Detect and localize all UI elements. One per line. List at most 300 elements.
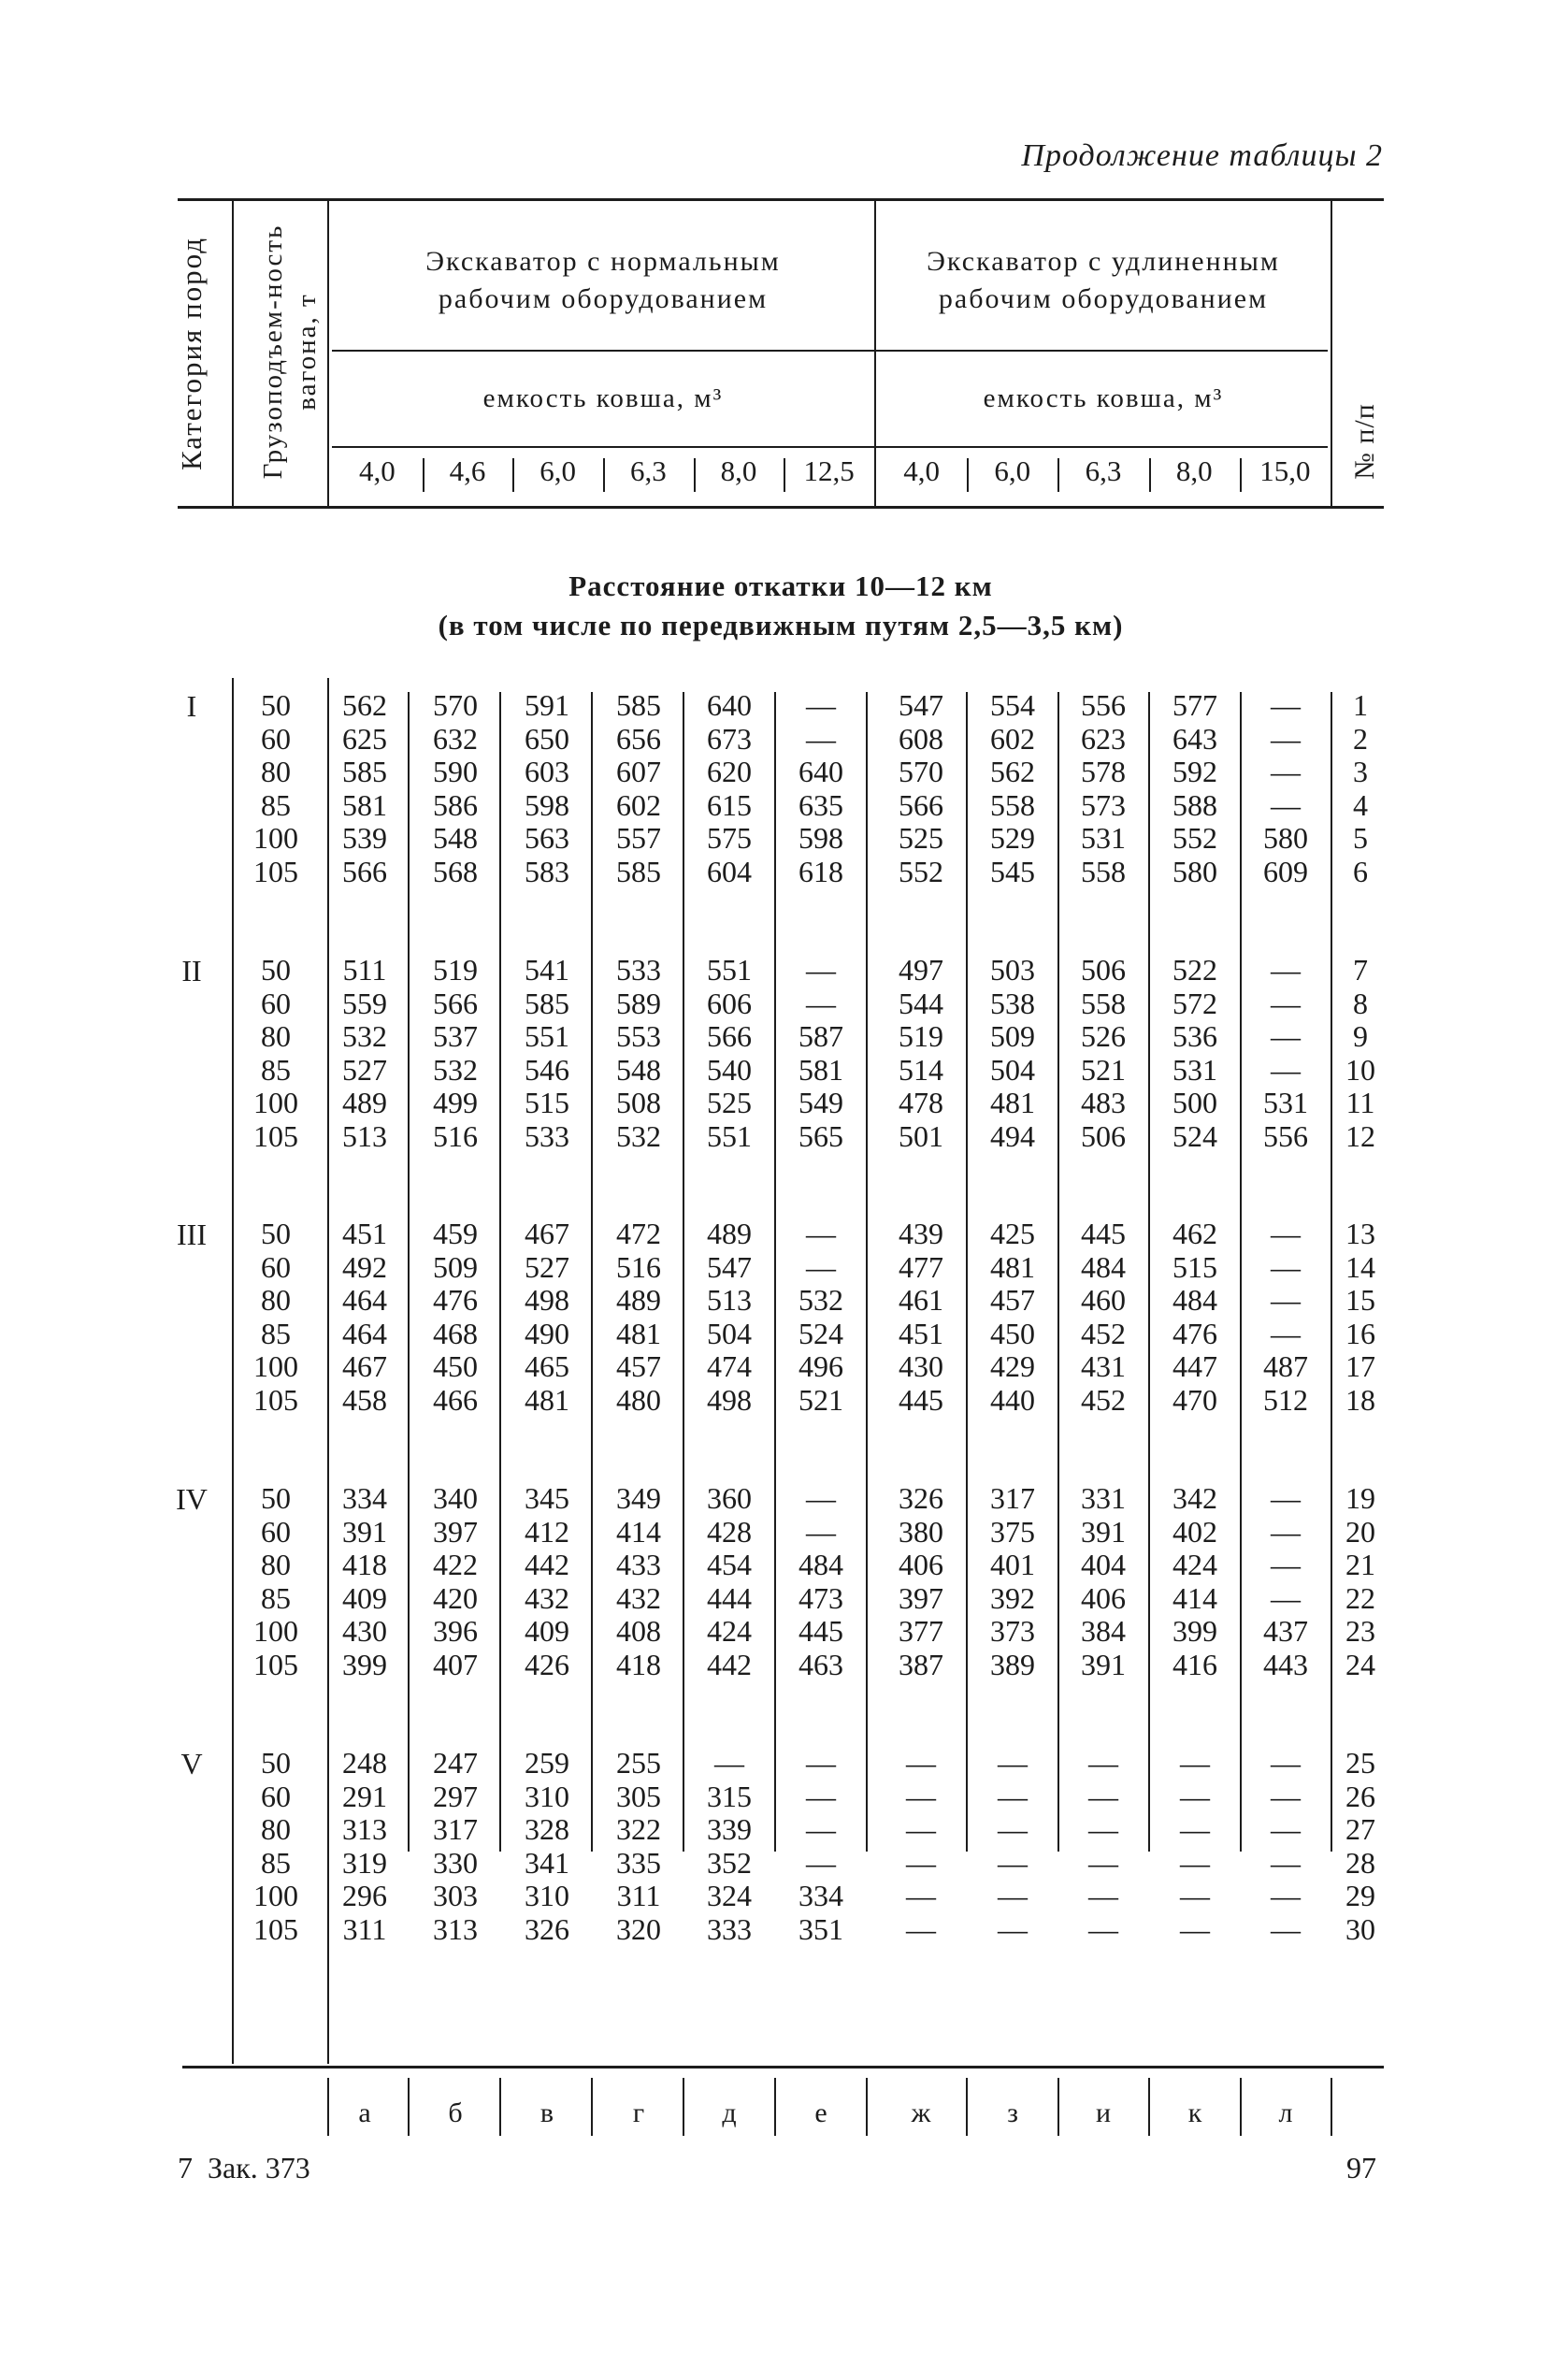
value-column: [508, 954, 586, 1153]
table-cell: 303: [433, 1879, 478, 1912]
value-column: [1064, 954, 1143, 1153]
capacity-column: [238, 689, 313, 888]
table-cell: 592: [1172, 755, 1217, 788]
value-column: [325, 1482, 404, 1681]
table-cell: 625: [342, 721, 387, 756]
bucket-size-normal-separator: [423, 458, 424, 492]
table-cell: —: [806, 1845, 836, 1880]
bucket-size-extended-5: 15,0: [1259, 454, 1311, 487]
table-cell: 496: [798, 1349, 843, 1383]
table-cell: 563: [525, 821, 569, 855]
table-cell: 23: [1345, 1614, 1375, 1648]
table-cell: 515: [1172, 1249, 1217, 1284]
table-cell: 551: [707, 953, 752, 987]
table-cell: 310: [525, 1879, 569, 1912]
table-cell: 551: [707, 1118, 752, 1153]
table-cell: 387: [899, 1647, 943, 1681]
table-cell: 259: [525, 1746, 569, 1780]
table-cell: 590: [433, 755, 478, 788]
table-cell: 432: [616, 1580, 661, 1615]
table-cell: —: [1271, 1779, 1301, 1813]
header-group-extended-line1: Экскаватор с удлиненным: [927, 246, 1280, 277]
table-cell: 489: [616, 1283, 661, 1317]
table-cell: 334: [798, 1879, 843, 1912]
table-cell: 525: [899, 821, 943, 855]
table-cell: 506: [1081, 953, 1126, 987]
column-letter: к: [1187, 2097, 1202, 2128]
table-cell: 539: [342, 821, 387, 855]
table-cell: 409: [525, 1614, 569, 1648]
table-cell: —: [1271, 1217, 1301, 1250]
table-cell: 511: [342, 953, 387, 987]
header-number-label: № п/п: [1349, 403, 1380, 480]
table-cell: 467: [525, 1217, 569, 1250]
table-cell: 439: [899, 1217, 943, 1250]
table-cell: 377: [899, 1614, 943, 1648]
table-cell: 428: [707, 1514, 752, 1549]
table-cell: 588: [1172, 787, 1217, 822]
table-cell: 489: [342, 1086, 387, 1119]
table-cell: 547: [899, 688, 943, 722]
value-column: [973, 689, 1052, 888]
table-cell: —: [1271, 953, 1301, 987]
table-cell: 552: [899, 854, 943, 888]
capacity-column: [238, 1747, 313, 1946]
column-letter: д: [722, 2097, 737, 2128]
table-cell: 602: [990, 721, 1035, 756]
table-cell: 480: [616, 1382, 661, 1417]
footer-page-number: 97: [1346, 2151, 1376, 2184]
letter-divider: [1057, 2078, 1059, 2136]
table-cell: 105: [253, 1118, 298, 1153]
table-cell: —: [1271, 1746, 1301, 1780]
category-label: I: [186, 689, 197, 723]
table-cell: 589: [616, 986, 661, 1020]
table-cell: —: [1271, 721, 1301, 756]
table-cell: 330: [433, 1845, 478, 1880]
table-cell: 577: [1172, 688, 1217, 722]
table-cell: —: [998, 1845, 1028, 1880]
table-cell: 450: [990, 1316, 1035, 1350]
table-cell: 512: [1263, 1382, 1308, 1417]
table-cell: 508: [616, 1086, 661, 1119]
table-cell: 466: [433, 1382, 478, 1417]
table-cell: 487: [1263, 1349, 1308, 1383]
table-cell: 291: [342, 1779, 387, 1813]
table-cell: 509: [990, 1019, 1035, 1053]
table-cell: 541: [525, 953, 569, 987]
table-cell: —: [1088, 1812, 1118, 1846]
table-cell: 437: [1263, 1614, 1308, 1648]
table-cell: 340: [433, 1481, 478, 1515]
header-bottom-rule: [178, 506, 1384, 509]
header-group-rule: [332, 350, 1328, 352]
table-cell: —: [1088, 1746, 1118, 1780]
table-cell: —: [1271, 1019, 1301, 1053]
table-cell: 430: [899, 1349, 943, 1383]
body-divider-col-4: [683, 692, 684, 1852]
table-cell: 5: [1353, 821, 1368, 855]
table-cell: 60: [261, 721, 291, 756]
table-cell: 552: [1172, 821, 1217, 855]
table-cell: 326: [899, 1481, 943, 1515]
table-cell: —: [906, 1779, 936, 1813]
letter-divider: [327, 2078, 329, 2136]
header-size-rule: [332, 446, 1328, 448]
table-cell: 623: [1081, 721, 1126, 756]
table-cell: 562: [990, 755, 1035, 788]
header-top-rule: [178, 198, 1384, 201]
value-column: [508, 689, 586, 888]
table-cell: 529: [990, 821, 1035, 855]
table-cell: 401: [990, 1548, 1035, 1581]
table-cell: —: [1271, 1548, 1301, 1581]
table-cell: —: [1180, 1845, 1210, 1880]
table-cell: 640: [798, 755, 843, 788]
table-cell: 402: [1172, 1514, 1217, 1549]
table-cell: 548: [616, 1052, 661, 1087]
table-cell: 598: [798, 821, 843, 855]
table-cell: 418: [616, 1647, 661, 1681]
table-cell: 504: [990, 1052, 1035, 1087]
table-cell: 547: [707, 1249, 752, 1284]
table-cell: 375: [990, 1514, 1035, 1549]
value-column: [690, 954, 769, 1153]
value-column: [973, 1218, 1052, 1417]
table-cell: 478: [899, 1086, 943, 1119]
table-cell: 558: [990, 787, 1035, 822]
table-cell: 504: [707, 1316, 752, 1350]
value-column: [325, 1218, 404, 1417]
table-cell: 514: [899, 1052, 943, 1087]
value-column: [1064, 1218, 1143, 1417]
row-number-column: [1337, 954, 1384, 1153]
table-cell: 328: [525, 1812, 569, 1846]
table-cell: 248: [342, 1746, 387, 1780]
table-cell: 513: [342, 1118, 387, 1153]
table-cell: 673: [707, 721, 752, 756]
table-cell: 305: [616, 1779, 661, 1813]
table-cell: 331: [1081, 1481, 1126, 1515]
table-cell: 489: [707, 1217, 752, 1250]
table-cell: 490: [525, 1316, 569, 1350]
table-cell: 26: [1345, 1779, 1375, 1813]
table-cell: 50: [261, 1746, 291, 1780]
table-cell: 538: [990, 986, 1035, 1020]
table-cell: —: [1271, 1879, 1301, 1912]
table-cell: —: [906, 1845, 936, 1880]
table-cell: 566: [433, 986, 478, 1020]
section-title: [281, 567, 1281, 645]
capacity-column: [238, 1218, 313, 1417]
letter-divider: [408, 2078, 410, 2136]
table-cell: 516: [433, 1118, 478, 1153]
table-cell: 396: [433, 1614, 478, 1648]
table-cell: —: [1180, 1911, 1210, 1946]
table-cell: 554: [990, 688, 1035, 722]
category-label: IV: [176, 1482, 208, 1516]
table-cell: 105: [253, 1911, 298, 1946]
table-cell: 598: [525, 787, 569, 822]
bucket-caption-extended: емкость ковша, м³: [983, 383, 1224, 413]
table-cell: 565: [798, 1118, 843, 1153]
table-cell: 349: [616, 1481, 661, 1515]
table-cell: 602: [616, 787, 661, 822]
table-cell: 4: [1353, 787, 1368, 822]
table-cell: —: [1271, 1249, 1301, 1284]
table-cell: 585: [616, 854, 661, 888]
table-cell: 526: [1081, 1019, 1126, 1053]
table-cell: 425: [990, 1217, 1035, 1250]
table-cell: 500: [1172, 1086, 1217, 1119]
table-cell: 3: [1353, 755, 1368, 788]
table-cell: 509: [433, 1249, 478, 1284]
column-letter: з: [1007, 2097, 1018, 2128]
table-cell: 422: [433, 1548, 478, 1581]
table-cell: —: [1271, 1481, 1301, 1515]
table-cell: 80: [261, 1019, 291, 1053]
table-cell: 420: [433, 1580, 478, 1615]
table-cell: —: [998, 1812, 1028, 1846]
table-cell: 105: [253, 854, 298, 888]
table-cell: 445: [1081, 1217, 1126, 1250]
column-letter: а: [358, 2097, 371, 2128]
table-cell: 6: [1353, 854, 1368, 888]
table-cell: —: [998, 1746, 1028, 1780]
column-letter: ж: [911, 2097, 931, 2128]
value-column: [690, 1747, 769, 1946]
table-cell: 17: [1345, 1349, 1375, 1383]
table-cell: —: [1271, 1514, 1301, 1549]
row-number-column: [1337, 1482, 1384, 1681]
header-divider-1: [232, 200, 234, 506]
table-cell: 15: [1345, 1283, 1375, 1317]
value-column: [973, 1482, 1052, 1681]
bucket-size-normal-1: 4,0: [358, 454, 396, 487]
table-cell: 397: [899, 1580, 943, 1615]
table-cell: 352: [707, 1845, 752, 1880]
capacity-column: [238, 954, 313, 1153]
table-cell: 608: [899, 721, 943, 756]
table-cell: 442: [707, 1647, 752, 1681]
letter-divider: [591, 2078, 593, 2136]
table-cell: 585: [342, 755, 387, 788]
table-cell: 587: [798, 1019, 843, 1053]
table-cell: 430: [342, 1614, 387, 1648]
table-cell: 333: [707, 1911, 752, 1946]
body-divider-col-7: [966, 692, 968, 1852]
table-cell: 533: [525, 1118, 569, 1153]
table-cell: 406: [1081, 1580, 1126, 1615]
table-cell: 85: [261, 1845, 291, 1880]
table-cell: 501: [899, 1118, 943, 1153]
table-cell: 443: [1263, 1647, 1308, 1681]
table-cell: —: [1271, 1316, 1301, 1350]
table-cell: 320: [616, 1911, 661, 1946]
value-column: [1156, 1218, 1234, 1417]
bucket-size-normal-2: 4,6: [449, 454, 486, 487]
table-cell: 1: [1353, 688, 1368, 722]
table-cell: 548: [433, 821, 478, 855]
header-divider-2: [327, 200, 329, 506]
table-cell: —: [1180, 1779, 1210, 1813]
table-cell: 578: [1081, 755, 1126, 788]
table-cell: 80: [261, 1812, 291, 1846]
table-cell: 570: [899, 755, 943, 788]
table-cell: 620: [707, 755, 752, 788]
value-column: [1246, 1747, 1325, 1946]
table-cell: 503: [990, 953, 1035, 987]
table-cell: 105: [253, 1647, 298, 1681]
table-cell: 506: [1081, 1118, 1126, 1153]
letter-divider: [866, 2078, 868, 2136]
table-cell: 80: [261, 1283, 291, 1317]
value-column: [782, 689, 860, 888]
body-divider-col-9: [1148, 692, 1150, 1852]
table-cell: 399: [342, 1647, 387, 1681]
table-cell: 615: [707, 787, 752, 822]
table-cell: 2: [1353, 721, 1368, 756]
table-cell: 583: [525, 854, 569, 888]
table-cell: 313: [433, 1911, 478, 1946]
table-cell: 522: [1172, 953, 1217, 987]
table-cell: 399: [1172, 1614, 1217, 1648]
table-cell: 562: [342, 688, 387, 722]
table-cell: 460: [1081, 1283, 1126, 1317]
body-divider-col-10: [1240, 692, 1242, 1852]
table-cell: —: [1180, 1879, 1210, 1912]
table-cell: 640: [707, 688, 752, 722]
table-cell: —: [714, 1746, 744, 1780]
table-cell: 380: [899, 1514, 943, 1549]
table-cell: 481: [616, 1316, 661, 1350]
value-column: [1156, 954, 1234, 1153]
header-group-extended: [876, 243, 1331, 318]
bucket-size-normal-separator: [603, 458, 605, 492]
column-letter: г: [632, 2097, 645, 2128]
table-cell: 85: [261, 1316, 291, 1350]
table-cell: —: [998, 1911, 1028, 1946]
table-cell: 585: [616, 688, 661, 722]
table-cell: —: [806, 1812, 836, 1846]
table-cell: 524: [1172, 1118, 1217, 1153]
table-cell: 30: [1345, 1911, 1375, 1946]
value-column: [1064, 1747, 1143, 1946]
column-letter: в: [539, 2097, 554, 2128]
value-column: [325, 1747, 404, 1946]
table-cell: 459: [433, 1217, 478, 1250]
table-cell: 497: [899, 953, 943, 987]
value-column: [690, 1482, 769, 1681]
table-cell: 412: [525, 1514, 569, 1549]
body-divider-col-8: [1057, 692, 1059, 1852]
value-column: [325, 954, 404, 1153]
table-cell: 532: [798, 1283, 843, 1317]
table-cell: 60: [261, 1249, 291, 1284]
value-column: [599, 689, 678, 888]
table-cell: 457: [990, 1283, 1035, 1317]
table-cell: 607: [616, 755, 661, 788]
bucket-size-normal-4: 6,3: [629, 454, 667, 487]
table-cell: 406: [899, 1548, 943, 1581]
row-number-column: [1337, 689, 1384, 888]
table-cell: 297: [433, 1779, 478, 1813]
table-cell: 549: [798, 1086, 843, 1119]
continuation-caption: Продолжение таблицы 2: [1021, 138, 1383, 173]
table-cell: 50: [261, 1217, 291, 1250]
value-column: [1246, 954, 1325, 1153]
table-cell: 581: [342, 787, 387, 822]
table-cell: 384: [1081, 1614, 1126, 1648]
table-cell: —: [806, 1217, 836, 1250]
table-cell: 317: [433, 1812, 478, 1846]
body-divider-category: [232, 678, 234, 2064]
table-cell: —: [1271, 986, 1301, 1020]
value-column: [782, 954, 860, 1153]
table-cell: 391: [1081, 1514, 1126, 1549]
table-cell: 515: [525, 1086, 569, 1119]
table-cell: 418: [342, 1548, 387, 1581]
letter-divider: [683, 2078, 684, 2136]
table-cell: 457: [616, 1349, 661, 1383]
table-bottom-rule: [182, 2066, 1384, 2068]
table-cell: —: [806, 953, 836, 987]
column-letter: и: [1095, 2097, 1112, 2128]
table-cell: 50: [261, 1481, 291, 1515]
table-cell: 566: [707, 1019, 752, 1053]
table-cell: —: [1271, 755, 1301, 788]
table-cell: 432: [525, 1580, 569, 1615]
letter-divider: [774, 2078, 776, 2136]
section-title-line2: (в том числе по передвижным путям 2,5—3,5 км): [438, 609, 1124, 641]
table-cell: 342: [1172, 1481, 1217, 1515]
bucket-size-extended-4: 8,0: [1175, 454, 1213, 487]
table-cell: 24: [1345, 1647, 1375, 1681]
table-cell: 481: [525, 1382, 569, 1417]
table-cell: 22: [1345, 1580, 1375, 1615]
table-cell: 414: [1172, 1580, 1217, 1615]
table-cell: —: [1271, 1283, 1301, 1317]
table-cell: 391: [1081, 1647, 1126, 1681]
bucket-size-normal-5: 8,0: [720, 454, 757, 487]
table-cell: 635: [798, 787, 843, 822]
value-column: [508, 1747, 586, 1946]
value-column: [973, 1747, 1052, 1946]
table-cell: 532: [616, 1118, 661, 1153]
table-cell: 536: [1172, 1019, 1217, 1053]
table-cell: 545: [990, 854, 1035, 888]
table-cell: 532: [342, 1019, 387, 1053]
value-column: [882, 1482, 960, 1681]
table-cell: 416: [1172, 1647, 1217, 1681]
table-cell: 566: [342, 854, 387, 888]
table-cell: 499: [433, 1086, 478, 1119]
table-cell: 462: [1172, 1217, 1217, 1250]
table-cell: 451: [342, 1217, 387, 1250]
table-cell: 100: [253, 821, 298, 855]
body-divider-col-2: [499, 692, 501, 1852]
table-cell: 481: [990, 1249, 1035, 1284]
table-cell: 408: [616, 1614, 661, 1648]
header-group-extended-line2: рабочим оборудованием: [938, 283, 1269, 314]
column-letter: л: [1278, 2097, 1293, 2128]
table-cell: 525: [707, 1086, 752, 1119]
table-cell: 60: [261, 986, 291, 1020]
category-label: V: [180, 1747, 203, 1780]
table-cell: 558: [1081, 854, 1126, 888]
table-cell: 454: [707, 1548, 752, 1581]
table-cell: 85: [261, 787, 291, 822]
